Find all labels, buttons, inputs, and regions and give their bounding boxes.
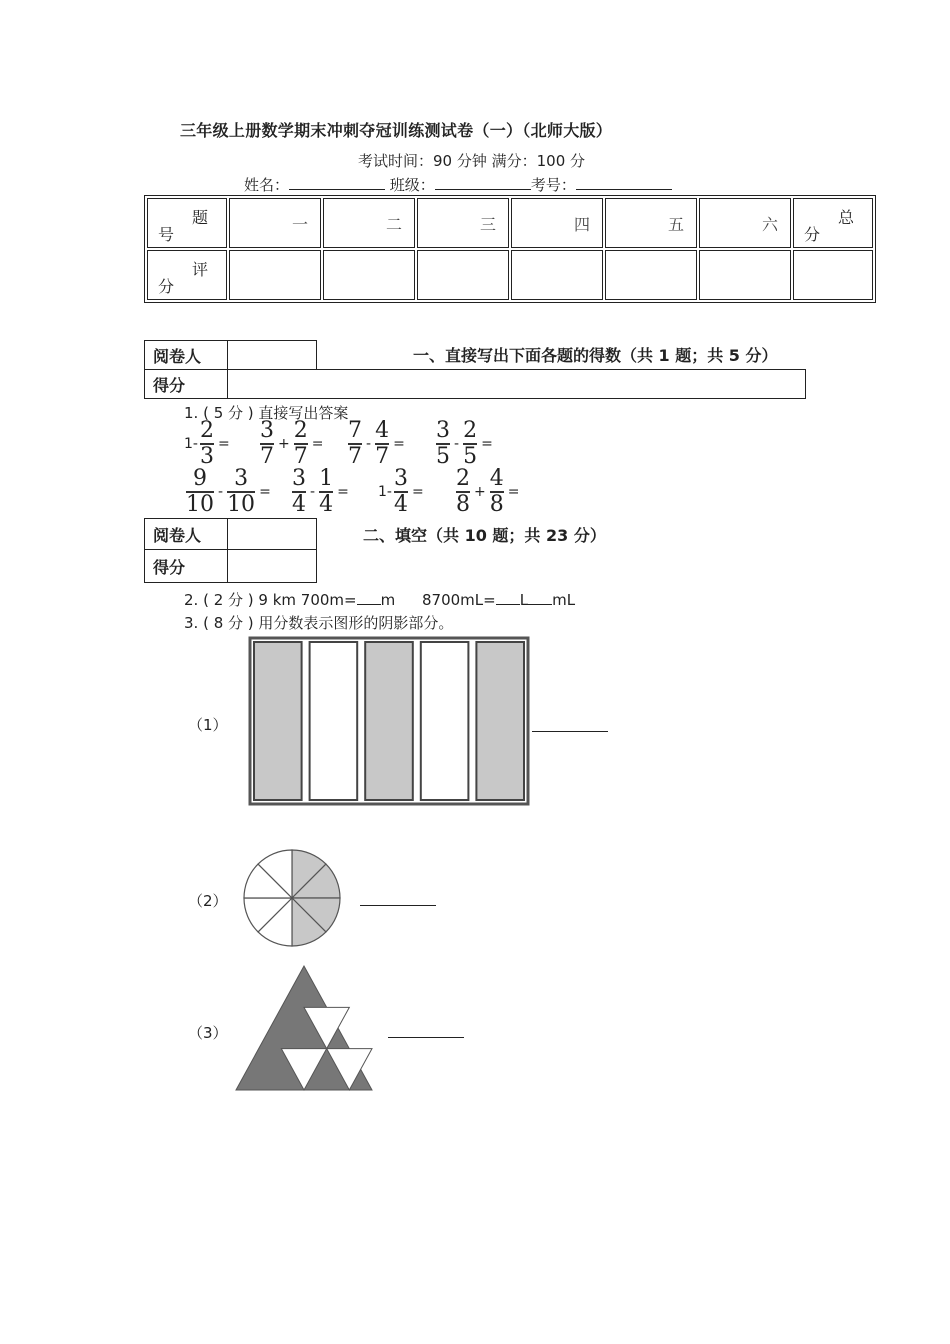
denominator: 3 [199, 444, 214, 469]
fraction [319, 468, 333, 516]
q2-prefix: 2. ( 2 分 ) 9 km 700m= [184, 591, 357, 609]
fraction [394, 468, 408, 516]
equals-sign: = [259, 484, 271, 500]
q2-unit-m: m [380, 591, 396, 609]
math-expression [456, 468, 521, 516]
score-row [147, 250, 873, 300]
fraction [227, 468, 255, 516]
col-5: 五 [605, 198, 697, 248]
white-strip [421, 642, 469, 800]
fraction [292, 468, 306, 516]
col-6: 六 [699, 198, 791, 248]
score-cell[interactable] [323, 250, 415, 300]
score-top: 评 [191, 260, 208, 279]
shaded-strip [365, 642, 413, 800]
operator: + [278, 436, 290, 452]
header-top: 题 [191, 208, 208, 227]
grader-box-1 [144, 340, 806, 399]
total-bot: 分 [804, 225, 821, 244]
operator: - [366, 436, 372, 452]
numerator: 2 [463, 418, 478, 443]
denominator: 4 [292, 492, 306, 517]
numerator: 3 [234, 466, 249, 491]
q2-unit-L: L [519, 591, 529, 609]
score-cell[interactable] [605, 250, 697, 300]
operator: - [218, 484, 224, 500]
score-label: 得分 [145, 550, 228, 583]
score-label: 得分 [145, 370, 228, 399]
denominator: 7 [293, 444, 308, 469]
fig3-answer-blank[interactable] [388, 1036, 464, 1038]
fraction [456, 468, 470, 516]
student-info [244, 174, 672, 195]
section2-heading: 二、填空（共 10 题；共 23 分） [363, 525, 606, 545]
numerator: 2 [293, 418, 308, 443]
reviewer-field[interactable] [228, 341, 317, 370]
math-expression [436, 420, 495, 468]
numerator: 3 [292, 466, 306, 491]
fraction [294, 420, 308, 468]
fig1-strips [248, 636, 532, 808]
score-field[interactable] [228, 370, 806, 399]
total-cell [793, 198, 873, 248]
denominator: 8 [489, 492, 504, 517]
grader-box-2 [144, 518, 624, 583]
fraction [436, 420, 450, 468]
score-cell[interactable] [417, 250, 509, 300]
fig1-answer-blank[interactable] [532, 730, 608, 732]
q2-unit-mL: mL [552, 591, 576, 609]
score-table [144, 195, 876, 303]
score-cell[interactable] [511, 250, 603, 300]
q2-mid: 8700mL= [422, 591, 496, 609]
numerator: 2 [456, 466, 470, 491]
id-field[interactable] [576, 175, 672, 190]
header-cell [147, 198, 227, 248]
expr-prefix: 1- [378, 484, 392, 500]
numerator: 9 [193, 466, 207, 491]
denominator: 7 [260, 444, 274, 469]
numerator: 2 [199, 418, 214, 443]
q2-blank-L[interactable] [496, 590, 520, 605]
score-cell[interactable] [229, 250, 321, 300]
header-bot: 号 [158, 225, 175, 244]
equals-sign: = [337, 484, 349, 500]
denominator: 5 [463, 444, 478, 469]
q3-text: 3. ( 8 分 ) 用分数表示图形的阴影部分。 [184, 614, 454, 632]
name-label: 姓名： [244, 176, 290, 194]
numerator: 3 [436, 418, 450, 443]
q2-blank-mL[interactable] [528, 590, 552, 605]
q2-line [184, 589, 575, 610]
math-expression [348, 420, 407, 468]
numerator: 4 [375, 418, 390, 443]
reviewer-label: 阅卷人 [145, 519, 228, 550]
math-expression [186, 468, 273, 516]
denominator: 4 [319, 492, 334, 517]
col-4: 四 [511, 198, 603, 248]
section1-heading: 一、直接写出下面各题的得数（共 1 题；共 5 分） [412, 346, 778, 366]
fig3-triangle [234, 964, 374, 1092]
denominator: 4 [393, 492, 408, 517]
score-cell[interactable] [699, 250, 791, 300]
denominator: 7 [348, 444, 362, 469]
operator: - [454, 436, 460, 452]
numerator: 4 [489, 466, 504, 491]
q2-blank-m[interactable] [357, 590, 381, 605]
fig1-label: （1） [188, 716, 228, 734]
score-header-row [147, 198, 873, 248]
math-expression [292, 468, 351, 516]
equals-sign: = [507, 484, 520, 500]
col-2: 二 [323, 198, 415, 248]
reviewer-label: 阅卷人 [145, 341, 228, 370]
numerator: 3 [260, 418, 274, 443]
fig3-label: （3） [188, 1024, 228, 1042]
math-expression [378, 468, 426, 516]
denominator: 8 [456, 492, 470, 517]
equals-sign: = [411, 484, 424, 500]
white-strip [310, 642, 358, 800]
exam-info: 考试时间：90 分钟 满分：100 分 [358, 152, 586, 170]
reviewer-field[interactable] [228, 519, 317, 550]
denominator: 10 [227, 492, 256, 517]
fig2-circle [240, 848, 344, 948]
page-title: 三年级上册数学期末冲刺夺冠训练测试卷（一）（北师大版） [180, 121, 613, 140]
numerator: 3 [393, 466, 408, 491]
class-label: 班级： [389, 176, 435, 194]
equals-sign: = [393, 436, 405, 452]
id-label: 考号： [530, 176, 576, 194]
score-field[interactable] [228, 550, 317, 583]
denominator: 5 [436, 444, 450, 469]
score-label-cell [147, 250, 227, 300]
shaded-strip [476, 642, 524, 800]
fraction [348, 420, 362, 468]
numerator: 1 [319, 466, 334, 491]
fraction [200, 420, 214, 468]
math-expression [184, 420, 232, 468]
col-1: 一 [229, 198, 321, 248]
math-expression [260, 420, 325, 468]
equals-sign: = [311, 436, 324, 452]
numerator: 7 [348, 418, 362, 443]
expr-prefix: 1- [184, 436, 198, 452]
fraction [186, 468, 214, 516]
fig2-answer-blank[interactable] [360, 904, 436, 906]
operator: - [310, 484, 316, 500]
fraction [463, 420, 477, 468]
name-field[interactable] [289, 175, 385, 190]
class-field[interactable] [435, 175, 531, 190]
operator: + [474, 484, 486, 500]
denominator: 7 [375, 444, 390, 469]
score-bot: 分 [158, 277, 175, 296]
total-top: 总 [837, 208, 854, 227]
fig2-label: （2） [188, 892, 228, 910]
fraction [490, 468, 504, 516]
shaded-strip [254, 642, 302, 800]
fraction [260, 420, 274, 468]
score-cell[interactable] [793, 250, 873, 300]
equals-sign: = [481, 436, 493, 452]
denominator: 10 [186, 492, 214, 517]
fraction [375, 420, 389, 468]
equals-sign: = [217, 436, 230, 452]
q1-text: 1. ( 5 分 ) 直接写出答案 [184, 404, 349, 422]
col-3: 三 [417, 198, 509, 248]
